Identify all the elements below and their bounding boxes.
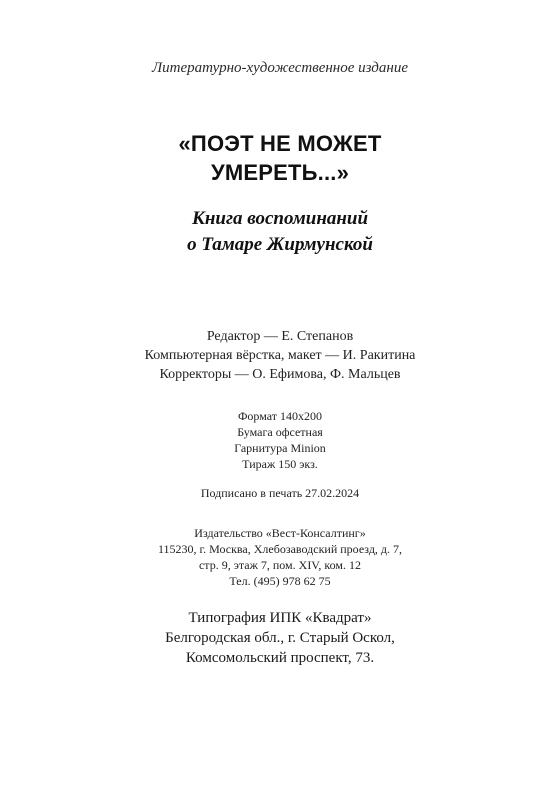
printer-address-line-1: Белгородская обл., г. Старый Оскол, <box>165 630 395 646</box>
publisher-name: Издательство «Вест-Консалтинг» <box>194 526 366 540</box>
book-title-line-1: «ПОЭТ НЕ МОЖЕТ <box>178 131 382 156</box>
publisher-phone: Тел. (495) 978 62 75 <box>229 574 331 588</box>
publisher-address-line-2: стр. 9, этаж 7, пом. XIV, ком. 12 <box>198 558 362 572</box>
publisher-address-line-1: 115230, г. Москва, Хлебозаводский проезд, д. 7, <box>157 542 403 556</box>
spec-paper: Бумага офсетная <box>237 425 323 439</box>
book-subtitle-line-2: о Тамаре Жирмунской <box>187 234 373 255</box>
signed-to-print: Подписано в печать 27.02.2024 <box>200 486 360 500</box>
book-subtitle-line-1: Книга воспоминаний <box>191 208 369 229</box>
spec-typeface: Гарнитура Minion <box>234 441 326 455</box>
edition-type: Литературно-художественное издание <box>152 60 408 76</box>
credit-layout: Компьютерная вёрстка, макет — И. Ракитина <box>144 348 416 363</box>
printer-name: Типография ИПК «Квадрат» <box>188 610 372 626</box>
spec-format: Формат 140x200 <box>237 409 323 423</box>
credit-editor: Редактор — Е. Степанов <box>206 329 354 344</box>
credit-proofreaders: Корректоры — О. Ефимова, Ф. Мальцев <box>159 367 401 382</box>
book-title-line-2: УМЕРЕТЬ...» <box>210 160 350 185</box>
spec-print-run: Тираж 150 экз. <box>242 457 318 471</box>
printer-address-line-2: Комсомольский проспект, 73. <box>185 650 375 666</box>
